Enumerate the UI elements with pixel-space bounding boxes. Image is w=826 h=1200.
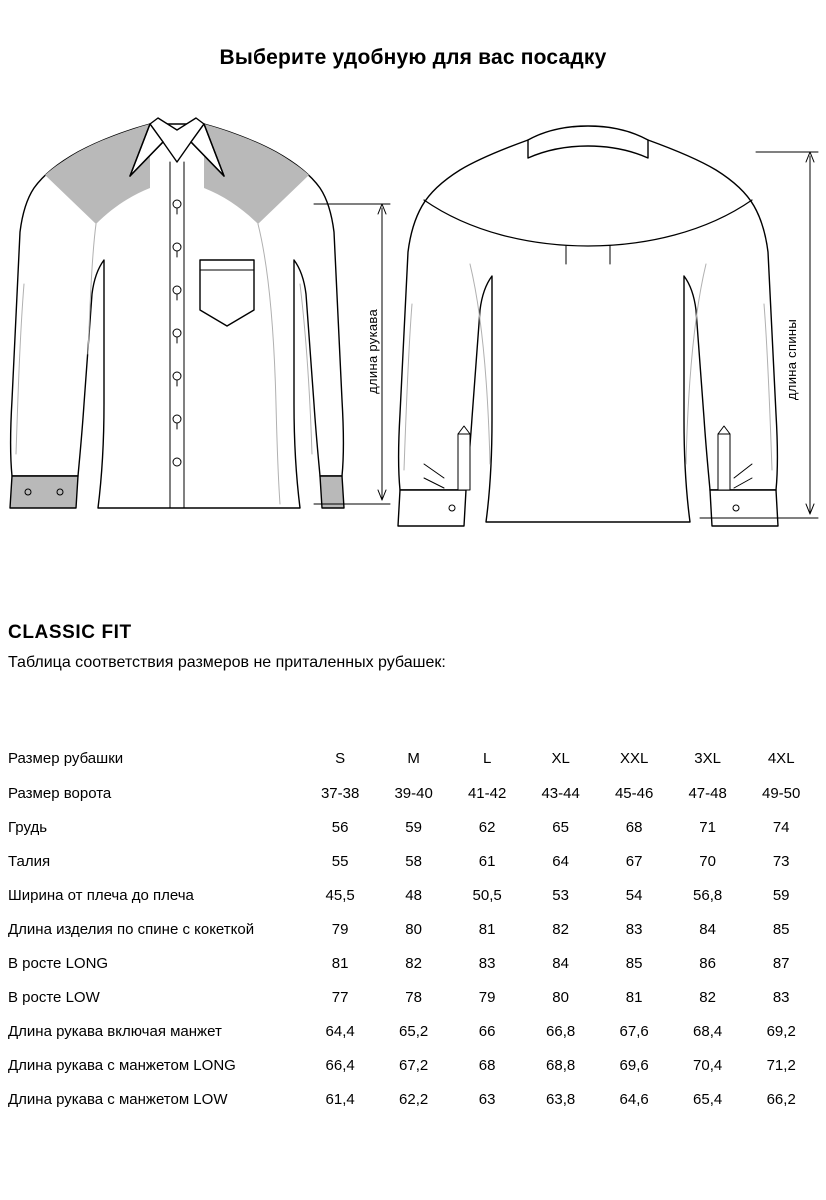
table-cell: 82 xyxy=(405,954,422,972)
row-label: В росте LOW xyxy=(8,988,100,1006)
table-cell: 4XL xyxy=(767,749,795,767)
table-cell: 83 xyxy=(625,920,643,938)
table-cell: 45-46 xyxy=(614,784,654,802)
table-cell: 79 xyxy=(478,988,496,1006)
table-cell: 50,5 xyxy=(472,886,502,904)
table-cell: 80 xyxy=(405,920,422,938)
table-row xyxy=(8,878,818,912)
table-cell: 68 xyxy=(478,1056,496,1074)
table-cell: 66 xyxy=(478,1022,496,1040)
table-cell: 70 xyxy=(699,852,716,870)
table-cell: 82 xyxy=(552,920,569,938)
table-cell: 65 xyxy=(552,818,569,836)
table-cell: XL xyxy=(551,749,570,767)
table-cell: 64,6 xyxy=(619,1090,649,1108)
fit-description: Таблица соответствия размеров не приталенных рубашек: xyxy=(8,654,446,671)
table-cell: 81 xyxy=(625,988,643,1006)
table-cell: 81 xyxy=(331,954,349,972)
table-cell: 59 xyxy=(772,886,790,904)
row-label: Размер рубашки xyxy=(8,749,124,767)
row-label: В росте LONG xyxy=(8,954,109,972)
shirt-technical-drawings xyxy=(0,104,826,574)
table-cell: 49-50 xyxy=(762,784,801,802)
table-cell: 86 xyxy=(699,954,716,972)
table-cell: 41-42 xyxy=(467,784,507,802)
table-cell: 71 xyxy=(699,818,716,836)
table-row xyxy=(8,810,818,844)
table-cell: 74 xyxy=(772,818,790,836)
table-cell: 67 xyxy=(625,852,643,870)
table-cell: 63 xyxy=(478,1090,496,1108)
row-label: Длина рукава включая манжет xyxy=(8,1022,222,1040)
table-cell: S xyxy=(335,749,346,767)
row-label: Размер ворота xyxy=(8,784,112,802)
table-cell: 68,4 xyxy=(693,1022,723,1040)
table-cell: 67,6 xyxy=(619,1022,649,1040)
table-cell: 37-38 xyxy=(320,784,360,802)
table-cell: 61 xyxy=(478,852,496,870)
row-label: Талия xyxy=(8,852,51,870)
fit-name: CLASSIC FIT xyxy=(8,622,132,643)
table-row xyxy=(8,776,818,810)
table-cell: 54 xyxy=(625,886,643,904)
table-cell: 66,4 xyxy=(325,1056,355,1074)
table-cell: 55 xyxy=(331,852,349,870)
row-label: Грудь xyxy=(8,818,48,836)
table-cell: 70,4 xyxy=(693,1056,723,1074)
table-row xyxy=(8,844,818,878)
table-cell: 84 xyxy=(552,954,569,972)
table-row xyxy=(8,980,818,1014)
table-cell: 71,2 xyxy=(766,1056,796,1074)
table-cell: 83 xyxy=(478,954,496,972)
table-cell: 53 xyxy=(552,886,569,904)
table-cell: 65,2 xyxy=(399,1022,429,1040)
row-label: Ширина от плеча до плеча xyxy=(8,886,194,904)
table-cell: 65,4 xyxy=(693,1090,723,1108)
table-cell: 39-40 xyxy=(394,784,433,802)
table-cell: 83 xyxy=(772,988,790,1006)
table-row xyxy=(8,1048,818,1082)
size-table xyxy=(8,740,818,1116)
table-cell: 69,6 xyxy=(619,1056,649,1074)
table-cell: 69,2 xyxy=(766,1022,796,1040)
table-cell: 43-44 xyxy=(541,784,580,802)
table-cell: 47-48 xyxy=(688,784,727,802)
table-cell: 67,2 xyxy=(399,1056,429,1074)
table-cell: 79 xyxy=(331,920,349,938)
table-cell: 80 xyxy=(552,988,569,1006)
table-cell: 64 xyxy=(552,852,569,870)
table-cell: 85 xyxy=(772,920,790,938)
table-cell: 84 xyxy=(699,920,716,938)
table-cell: 66,8 xyxy=(546,1022,576,1040)
table-cell: 63,8 xyxy=(546,1090,576,1108)
table-cell: 82 xyxy=(699,988,716,1006)
table-cell: L xyxy=(482,749,492,767)
table-cell: 56 xyxy=(331,818,349,836)
table-cell: 81 xyxy=(478,920,496,938)
table-cell: 62 xyxy=(478,818,496,836)
shirt-illustrations xyxy=(0,104,826,574)
table-row xyxy=(8,946,818,980)
table-row xyxy=(8,1082,818,1116)
table-cell: 66,2 xyxy=(766,1090,796,1108)
row-label: Длина рукава с манжетом LOW xyxy=(8,1090,228,1108)
table-cell: 3XL xyxy=(694,749,721,767)
table-cell: 64,4 xyxy=(325,1022,355,1040)
page-title: Выберите удобную для вас посадку xyxy=(219,46,607,69)
table-cell: 56,8 xyxy=(693,886,723,904)
table-cell: 62,2 xyxy=(399,1090,429,1108)
table-cell: 58 xyxy=(405,852,422,870)
table-cell: 68 xyxy=(625,818,643,836)
back-shirt-icon xyxy=(398,126,778,526)
table-cell: M xyxy=(407,749,420,767)
table-row xyxy=(8,740,818,776)
sleeve-length-label: длина рукава xyxy=(365,309,380,394)
row-label: Длина рукава с манжетом LONG xyxy=(8,1056,236,1074)
row-label: Длина изделия по спине с кокеткой xyxy=(8,920,255,938)
table-cell: 87 xyxy=(772,954,790,972)
table-cell: 68,8 xyxy=(546,1056,576,1074)
table-cell: 61,4 xyxy=(325,1090,355,1108)
table-cell: 48 xyxy=(405,886,422,904)
table-cell: 85 xyxy=(625,954,643,972)
back-length-label: длина спины xyxy=(784,319,799,401)
table-cell: 73 xyxy=(772,852,790,870)
table-cell: 45,5 xyxy=(325,886,355,904)
table-cell: 77 xyxy=(331,988,349,1006)
table-cell: 78 xyxy=(405,988,422,1006)
table-cell: 59 xyxy=(405,818,422,836)
front-shirt-icon xyxy=(10,118,344,508)
table-row xyxy=(8,1014,818,1048)
table-cell: XXL xyxy=(619,749,649,767)
table-row xyxy=(8,912,818,946)
